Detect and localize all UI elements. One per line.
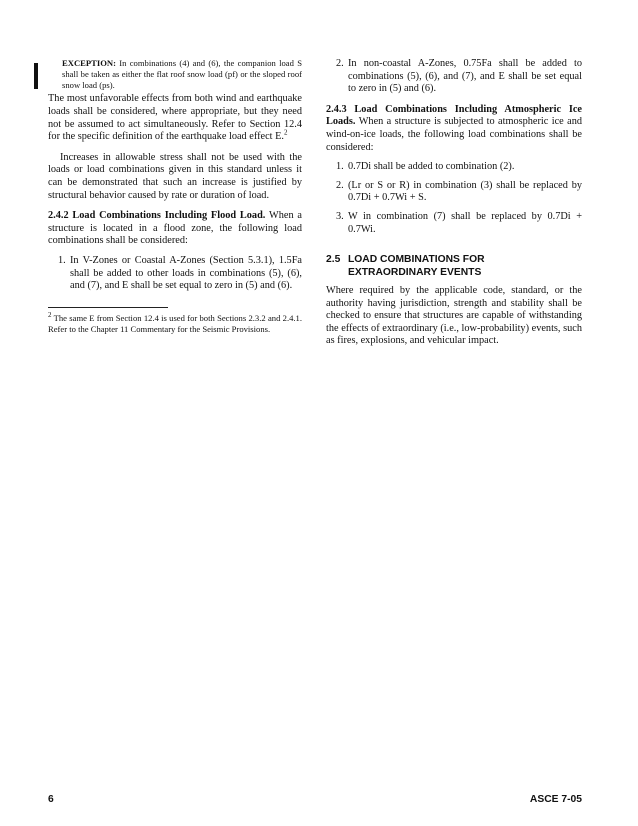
exception-text: In combinations (4) and (6), the companion load S shall be taken as either the flat roof snow load (pf) or the sloped roof snow load (ps).: [62, 58, 302, 90]
ice-list-item: 2. (Lr or S or R) in combination (3) shall be replaced by 0.7Di + 0.7Wi + S.: [336, 179, 582, 204]
section-title-line2: EXTRAORDINARY EVENTS: [348, 266, 482, 278]
section-2-4-3-heading: 2.4.3 Load Combinations Including Atmospheric Ice Loads.: [326, 103, 582, 128]
right-column: [326, 58, 582, 348]
ice-list: [326, 161, 582, 236]
change-bar: [34, 63, 38, 89]
exception-note: [62, 58, 302, 90]
footnote-divider: [48, 307, 168, 308]
section-title-line1: LOAD COMBINATIONS FOR: [348, 254, 485, 266]
footnote: [48, 310, 302, 335]
paragraph-wind-earthquake: The most unfavorable effects from both wind and earthquake loads shall be considered, where appropriate, but they need not be assumed to act simultaneously. Refer to Section 12.4 for the specific definition of the earthquake load effect E.$^2$: [48, 93, 302, 143]
footnote-ref: 2: [283, 128, 288, 137]
section-2-5-text: Where required by the applicable code, standard, or the authority having jurisdiction, strength and stability shall be checked to ensure that structures are capable of withstanding the effects of extraordinary (i.e., low-probability) events, such as fires, explosions, and vehicular impact.: [326, 284, 582, 347]
section-number: 2.5: [326, 254, 341, 266]
footnote-mark: 2: [48, 310, 52, 319]
section-2-4-3-text: When a structure is subjected to atmospheric ice and wind-on-ice loads, the following load combinations shall be considered:: [326, 116, 582, 153]
footnote-text: The same E from Section 12.4 is used for both Sections 2.3.2 and 2.4.1. Refer to the Chapter 11 Commentary for the Seismic Provisions.: [48, 312, 302, 334]
section-2-4-2-text: When a structure is located in a flood zone, the following load combinations shall be considered:: [48, 210, 302, 247]
section-2-4-2: [48, 210, 302, 248]
ice-list-item: 1. 0.7Di shall be added to combination (2).: [336, 161, 515, 173]
left-column: [48, 58, 302, 334]
flood-list-item: 1. In V-Zones or Coastal A-Zones (Section 5.3.1), 1.5Fa shall be added to other loads in combinations (5), (6), and (7), and E shall be set equal to zero in (5) and (6).: [58, 254, 302, 292]
ice-list-item: 3. W in combination (7) shall be replaced by 0.7Di + 0.7Wi.: [336, 210, 582, 235]
flood-list-continued: [326, 58, 582, 96]
exception-label: EXCEPTION:: [62, 58, 116, 68]
flood-list: [48, 255, 302, 293]
publication-name: ASCE 7-05: [529, 794, 582, 805]
section-2-5-heading: [326, 254, 582, 279]
paragraph-allowable-stress: Increases in allowable stress shall not be used with the loads or load combinations given in this standard unless it can be demonstrated that such an increase is justified by structural behavior caused by rate or duration of load.: [48, 151, 302, 201]
flood-list-item: 2. In non-coastal A-Zones, 0.75Fa shall be added to combinations (5), (6), and (7), and E shall be set equal to zero in (5) and (6).: [336, 58, 582, 95]
page-number: 6: [48, 794, 54, 805]
section-2-4-2-heading: 2.4.2 Load Combinations Including Flood Load.: [48, 210, 266, 222]
section-2-4-3: [326, 104, 582, 154]
